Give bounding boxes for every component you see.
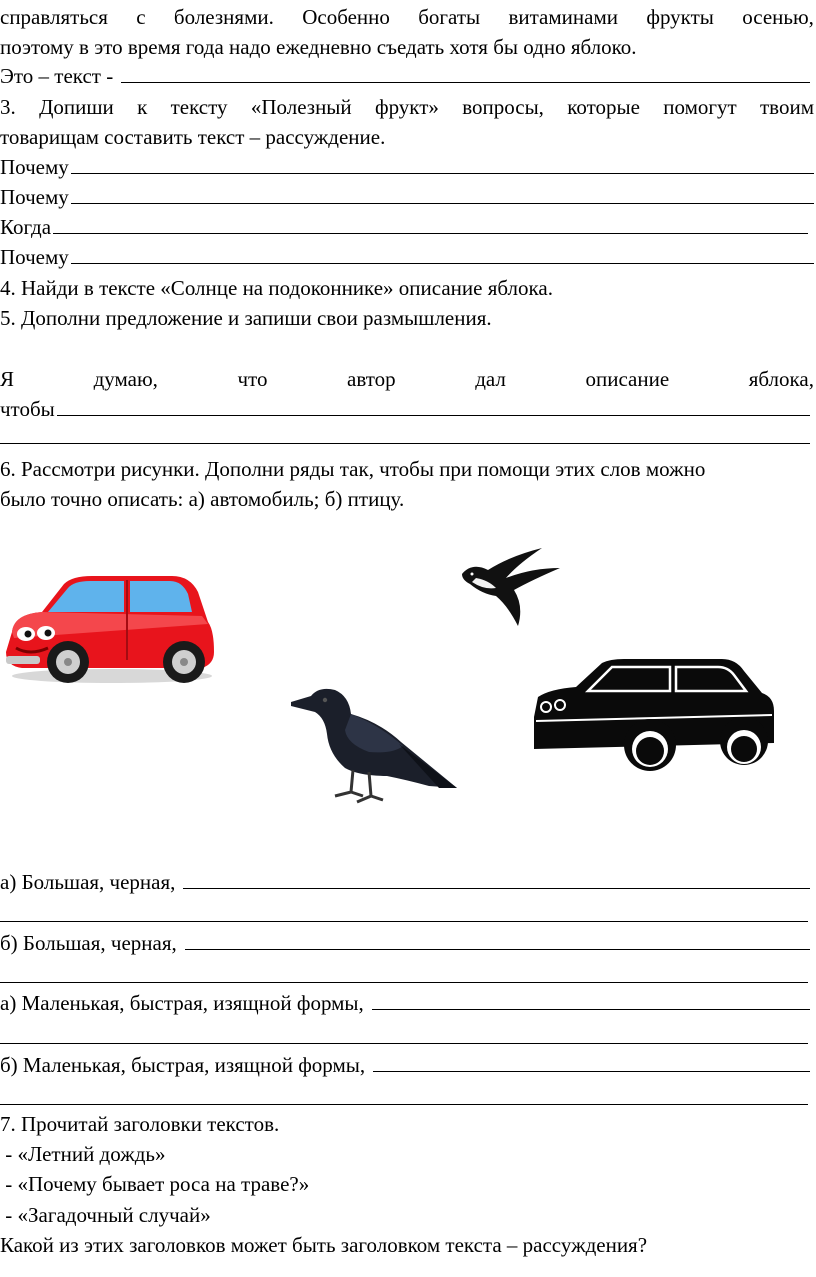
task6-line-1: 6. Рассмотри рисунки. Дополни ряды так, чтобы при помощи этих слов можно — [0, 457, 706, 481]
word: яблока, — [748, 367, 814, 391]
word: 3. — [0, 95, 16, 119]
description-answer-line-2[interactable] — [0, 1104, 808, 1105]
word: фрукты — [646, 5, 714, 29]
word: с — [136, 5, 146, 29]
word: твоим — [760, 95, 814, 119]
description-answer-line[interactable] — [373, 1050, 810, 1072]
description-prompt: а) Большая, черная, — [0, 870, 176, 894]
description-row — [0, 988, 810, 1018]
word: богаты — [418, 5, 481, 29]
crow-image — [289, 684, 459, 806]
word: витаминами — [508, 5, 618, 29]
word: описание — [585, 367, 670, 391]
task3-line-1 — [0, 92, 814, 122]
task5-continuation-row — [0, 394, 810, 424]
question-prompt: Когда — [0, 215, 52, 239]
description-answer-line-2[interactable] — [0, 921, 808, 922]
word: дал — [475, 367, 506, 391]
question-prompt: Почему — [0, 155, 69, 179]
text-type-label: Это – текст - — [0, 64, 114, 88]
intro-line-2: поэтому в это время года надо ежедневно съедать хотя бы одно яблоко. — [0, 35, 637, 59]
word: автор — [347, 367, 396, 391]
description-answer-line-2[interactable] — [0, 1043, 808, 1044]
task3-line-2: товарищам составить текст – рассуждение. — [0, 125, 386, 149]
swallow-image — [458, 546, 562, 628]
word: Я — [0, 367, 15, 391]
word: «Полезный — [250, 95, 352, 119]
reflection-answer-line[interactable] — [57, 394, 810, 416]
title-option: - «Летний дождь» — [0, 1142, 166, 1166]
intro-line-1 — [0, 2, 814, 32]
question-answer-line[interactable] — [71, 242, 814, 264]
description-answer-line-2[interactable] — [0, 982, 808, 983]
description-row — [0, 867, 810, 897]
question-row — [0, 212, 808, 242]
word: к — [137, 95, 148, 119]
question-prompt: Почему — [0, 245, 69, 269]
task7-question: Какой из этих заголовков может быть заголовком текста – рассуждения? — [0, 1233, 648, 1257]
word: которые — [567, 95, 640, 119]
word: фрукт» — [374, 95, 439, 119]
task5-text: 5. Дополни предложение и запиши свои размышления. — [0, 306, 492, 330]
continuation-prompt: чтобы — [0, 397, 55, 421]
reflection-answer-line-2[interactable] — [0, 443, 810, 444]
task5-sentence-line — [0, 364, 814, 394]
red-car-image — [2, 572, 216, 686]
description-row — [0, 928, 810, 958]
word: тексту — [170, 95, 228, 119]
description-prompt: б) Маленькая, быстрая, изящной формы, — [0, 1053, 366, 1077]
text-type-row — [0, 61, 810, 91]
word: Особенно — [302, 5, 390, 29]
black-car-image — [530, 657, 776, 781]
task6-line-2: было точно описать: а) автомобиль; б) птицу. — [0, 487, 405, 511]
word: справляться — [0, 5, 108, 29]
description-answer-line[interactable] — [372, 988, 810, 1010]
question-answer-line[interactable] — [53, 212, 808, 234]
word: думаю, — [93, 367, 158, 391]
question-answer-line[interactable] — [71, 182, 814, 204]
text-type-answer-line[interactable] — [121, 61, 810, 83]
description-prompt: а) Маленькая, быстрая, изящной формы, — [0, 991, 364, 1015]
word: помогут — [663, 95, 737, 119]
question-row — [0, 182, 814, 212]
title-option: - «Загадочный случай» — [0, 1203, 211, 1227]
description-answer-line[interactable] — [183, 867, 810, 889]
word: осенью, — [742, 5, 814, 29]
question-answer-line[interactable] — [71, 152, 814, 174]
word: что — [237, 367, 268, 391]
word: болезнями. — [173, 5, 274, 29]
question-prompt: Почему — [0, 185, 69, 209]
description-row — [0, 1050, 810, 1080]
task7-heading: 7. Прочитай заголовки текстов. — [0, 1112, 280, 1136]
word: Допиши — [39, 95, 114, 119]
word: вопросы, — [462, 95, 544, 119]
description-answer-line[interactable] — [185, 928, 810, 950]
question-row — [0, 242, 814, 272]
title-option: - «Почему бывает роса на траве?» — [0, 1172, 310, 1196]
question-row — [0, 152, 814, 182]
description-prompt: б) Большая, черная, — [0, 931, 177, 955]
task4-text: 4. Найди в тексте «Солнце на подоконнике» описание яблока. — [0, 276, 553, 300]
